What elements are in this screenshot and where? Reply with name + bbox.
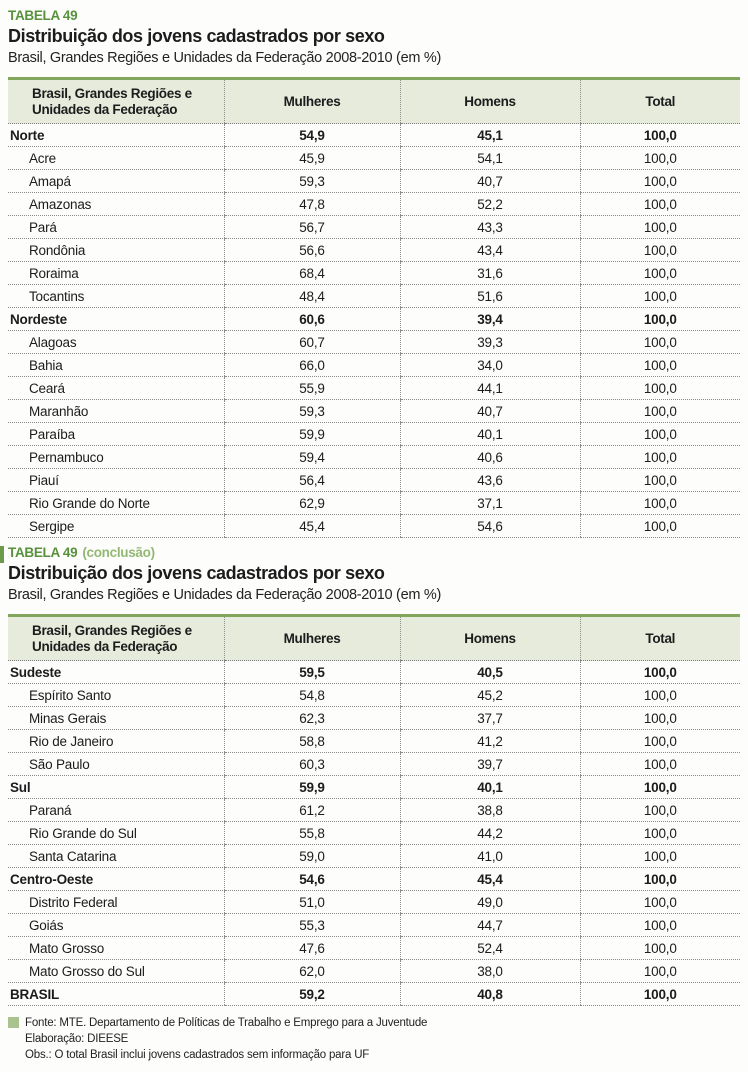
mulheres-value: 59,3: [224, 400, 400, 423]
total-value: 100,0: [580, 661, 740, 684]
mulheres-value: 60,7: [224, 331, 400, 354]
total-value: 100,0: [580, 239, 740, 262]
row-label: Amazonas: [8, 193, 224, 216]
table-row: [8, 730, 740, 753]
section-tabela-49: [8, 8, 740, 538]
section-tabela-49-conclusao: [8, 545, 740, 1006]
table-row: [8, 423, 740, 446]
column-header-homens: Homens: [400, 79, 580, 124]
homens-value: 43,6: [400, 469, 580, 492]
row-label: Sudeste: [8, 661, 224, 684]
table-row: [8, 845, 740, 868]
mulheres-value: 59,4: [224, 446, 400, 469]
homens-value: 40,5: [400, 661, 580, 684]
data-table-2: [8, 614, 740, 1006]
row-label: Paraíba: [8, 423, 224, 446]
total-value: 100,0: [580, 446, 740, 469]
table-row: [8, 515, 740, 538]
table-tag: TABELA 49: [8, 8, 78, 23]
row-label: BRASIL: [8, 983, 224, 1006]
row-label: Roraima: [8, 262, 224, 285]
mulheres-value: 54,8: [224, 684, 400, 707]
total-value: 100,0: [580, 308, 740, 331]
mulheres-value: 51,0: [224, 891, 400, 914]
table-row: [8, 400, 740, 423]
total-value: 100,0: [580, 400, 740, 423]
homens-value: 41,2: [400, 730, 580, 753]
elaboration-text: Elaboração: DIEESE: [25, 1033, 129, 1045]
homens-value: 52,4: [400, 937, 580, 960]
table-row: [8, 684, 740, 707]
homens-value: 38,0: [400, 960, 580, 983]
green-bar-icon: [0, 546, 4, 563]
source-bullet-icon: [8, 1017, 19, 1028]
table-title: Distribuição dos jovens cadastrados por sexo: [8, 26, 385, 46]
total-value: 100,0: [580, 423, 740, 446]
total-value: 100,0: [580, 891, 740, 914]
table-row: [8, 170, 740, 193]
total-value: 100,0: [580, 799, 740, 822]
mulheres-value: 54,6: [224, 868, 400, 891]
table-row: [8, 799, 740, 822]
total-value: 100,0: [580, 262, 740, 285]
total-value: 100,0: [580, 822, 740, 845]
row-label: Espírito Santo: [8, 684, 224, 707]
row-label: Maranhão: [8, 400, 224, 423]
row-label: Nordeste: [8, 308, 224, 331]
table-tag-line: [8, 545, 740, 560]
mulheres-value: 45,9: [224, 147, 400, 170]
homens-value: 45,4: [400, 868, 580, 891]
homens-value: 37,1: [400, 492, 580, 515]
homens-value: 44,2: [400, 822, 580, 845]
row-label: Distrito Federal: [8, 891, 224, 914]
homens-value: 54,1: [400, 147, 580, 170]
mulheres-value: 47,6: [224, 937, 400, 960]
table-subtitle: Brasil, Grandes Regiões e Unidades da Federação 2008-2010 (em %): [8, 50, 441, 66]
homens-value: 52,2: [400, 193, 580, 216]
mulheres-value: 61,2: [224, 799, 400, 822]
total-value: 100,0: [580, 730, 740, 753]
obs-line: [8, 1047, 740, 1063]
table-footer: [8, 1015, 740, 1063]
table-subtitle: Brasil, Grandes Regiões e Unidades da Federação 2008-2010 (em %): [8, 587, 441, 603]
homens-value: 39,3: [400, 331, 580, 354]
table-body: [8, 661, 740, 1006]
table-body: [8, 124, 740, 538]
total-value: 100,0: [580, 354, 740, 377]
column-header-mulheres: Mulheres: [224, 79, 400, 124]
table-row: [8, 891, 740, 914]
total-value: 100,0: [580, 331, 740, 354]
total-value: 100,0: [580, 937, 740, 960]
homens-value: 40,1: [400, 776, 580, 799]
row-label: Sul: [8, 776, 224, 799]
total-value: 100,0: [580, 776, 740, 799]
mulheres-value: 62,3: [224, 707, 400, 730]
row-label: Ceará: [8, 377, 224, 400]
homens-value: 49,0: [400, 891, 580, 914]
row-label: Centro-Oeste: [8, 868, 224, 891]
table-row: [8, 937, 740, 960]
total-value: 100,0: [580, 492, 740, 515]
homens-value: 40,6: [400, 446, 580, 469]
table-row: [8, 469, 740, 492]
row-label: Tocantins: [8, 285, 224, 308]
homens-value: 51,6: [400, 285, 580, 308]
total-value: 100,0: [580, 193, 740, 216]
row-label: Paraná: [8, 799, 224, 822]
table-row: [8, 262, 740, 285]
mulheres-value: 62,0: [224, 960, 400, 983]
row-label: Alagoas: [8, 331, 224, 354]
total-value: 100,0: [580, 845, 740, 868]
table-row: [8, 914, 740, 937]
table-header: [8, 616, 740, 661]
table-row: [8, 377, 740, 400]
total-value: 100,0: [580, 124, 740, 147]
table-row: [8, 822, 740, 845]
table-row: [8, 354, 740, 377]
homens-value: 40,7: [400, 170, 580, 193]
total-value: 100,0: [580, 868, 740, 891]
total-value: 100,0: [580, 285, 740, 308]
homens-value: 39,4: [400, 308, 580, 331]
row-label: Rio Grande do Sul: [8, 822, 224, 845]
total-value: 100,0: [580, 684, 740, 707]
column-header-homens: Homens: [400, 616, 580, 661]
mulheres-value: 59,0: [224, 845, 400, 868]
table-row: [8, 960, 740, 983]
total-value: 100,0: [580, 515, 740, 538]
row-label: Santa Catarina: [8, 845, 224, 868]
source-line: [8, 1015, 740, 1031]
mulheres-value: 59,9: [224, 423, 400, 446]
table-tag: TABELA 49: [8, 545, 78, 560]
homens-value: 54,6: [400, 515, 580, 538]
table-tag-suffix: (conclusão): [82, 545, 155, 560]
row-label: Bahia: [8, 354, 224, 377]
mulheres-value: 59,9: [224, 776, 400, 799]
table-header: [8, 79, 740, 124]
mulheres-value: 68,4: [224, 262, 400, 285]
table-row: [8, 707, 740, 730]
mulheres-value: 45,4: [224, 515, 400, 538]
row-label: Pernambuco: [8, 446, 224, 469]
table-title: Distribuição dos jovens cadastrados por sexo: [8, 563, 385, 583]
row-label: Piauí: [8, 469, 224, 492]
column-header-mulheres: Mulheres: [224, 616, 400, 661]
homens-value: 44,1: [400, 377, 580, 400]
mulheres-value: 60,6: [224, 308, 400, 331]
table-row: [8, 446, 740, 469]
header-row: [8, 616, 740, 661]
table-row: [8, 216, 740, 239]
row-label: Acre: [8, 147, 224, 170]
row-label: Norte: [8, 124, 224, 147]
elaboration-line: [8, 1031, 740, 1047]
table-row: [8, 285, 740, 308]
column-header-total: Total: [580, 79, 740, 124]
homens-value: 37,7: [400, 707, 580, 730]
total-value: 100,0: [580, 170, 740, 193]
homens-value: 40,8: [400, 983, 580, 1006]
homens-value: 45,1: [400, 124, 580, 147]
row-label: Rio de Janeiro: [8, 730, 224, 753]
mulheres-value: 55,9: [224, 377, 400, 400]
column-header-total: Total: [580, 616, 740, 661]
row-label: São Paulo: [8, 753, 224, 776]
source-text: Fonte: MTE. Departamento de Políticas de Trabalho e Emprego para a Juventude: [25, 1017, 428, 1029]
mulheres-value: 59,5: [224, 661, 400, 684]
row-label: Goiás: [8, 914, 224, 937]
mulheres-value: 47,8: [224, 193, 400, 216]
mulheres-value: 59,3: [224, 170, 400, 193]
homens-value: 34,0: [400, 354, 580, 377]
obs-text: Obs.: O total Brasil inclui jovens cadastrados sem informação para UF: [25, 1049, 370, 1061]
total-value: 100,0: [580, 914, 740, 937]
row-label: Rio Grande do Norte: [8, 492, 224, 515]
table-row: [8, 661, 740, 684]
row-label: Rondônia: [8, 239, 224, 262]
table-row: [8, 147, 740, 170]
column-header-region: Brasil, Grandes Regiões e Unidades da Federação: [8, 616, 224, 661]
header-row: [8, 79, 740, 124]
homens-value: 43,4: [400, 239, 580, 262]
homens-value: 43,3: [400, 216, 580, 239]
row-label: Amapá: [8, 170, 224, 193]
table-row: [8, 124, 740, 147]
total-value: 100,0: [580, 147, 740, 170]
table-row: [8, 331, 740, 354]
homens-value: 31,6: [400, 262, 580, 285]
row-label: Mato Grosso do Sul: [8, 960, 224, 983]
mulheres-value: 60,3: [224, 753, 400, 776]
row-label: Minas Gerais: [8, 707, 224, 730]
total-value: 100,0: [580, 983, 740, 1006]
row-label: Mato Grosso: [8, 937, 224, 960]
mulheres-value: 54,9: [224, 124, 400, 147]
homens-value: 45,2: [400, 684, 580, 707]
mulheres-value: 56,4: [224, 469, 400, 492]
mulheres-value: 66,0: [224, 354, 400, 377]
row-label: Sergipe: [8, 515, 224, 538]
table-row: [8, 868, 740, 891]
mulheres-value: 58,8: [224, 730, 400, 753]
homens-value: 44,7: [400, 914, 580, 937]
total-value: 100,0: [580, 753, 740, 776]
mulheres-value: 62,9: [224, 492, 400, 515]
mulheres-value: 55,8: [224, 822, 400, 845]
homens-value: 40,1: [400, 423, 580, 446]
total-value: 100,0: [580, 377, 740, 400]
total-value: 100,0: [580, 707, 740, 730]
row-label: Pará: [8, 216, 224, 239]
table-row: [8, 753, 740, 776]
homens-value: 41,0: [400, 845, 580, 868]
table-row: [8, 239, 740, 262]
mulheres-value: 56,6: [224, 239, 400, 262]
homens-value: 40,7: [400, 400, 580, 423]
table-row: [8, 308, 740, 331]
mulheres-value: 59,2: [224, 983, 400, 1006]
homens-value: 38,8: [400, 799, 580, 822]
table-tag-line: [8, 8, 740, 23]
homens-value: 39,7: [400, 753, 580, 776]
mulheres-value: 48,4: [224, 285, 400, 308]
table-row: [8, 776, 740, 799]
total-value: 100,0: [580, 469, 740, 492]
table-row: [8, 983, 740, 1006]
mulheres-value: 55,3: [224, 914, 400, 937]
mulheres-value: 56,7: [224, 216, 400, 239]
table-row: [8, 492, 740, 515]
total-value: 100,0: [580, 216, 740, 239]
data-table-1: [8, 77, 740, 538]
column-header-region: Brasil, Grandes Regiões e Unidades da Federação: [8, 79, 224, 124]
table-row: [8, 193, 740, 216]
total-value: 100,0: [580, 960, 740, 983]
